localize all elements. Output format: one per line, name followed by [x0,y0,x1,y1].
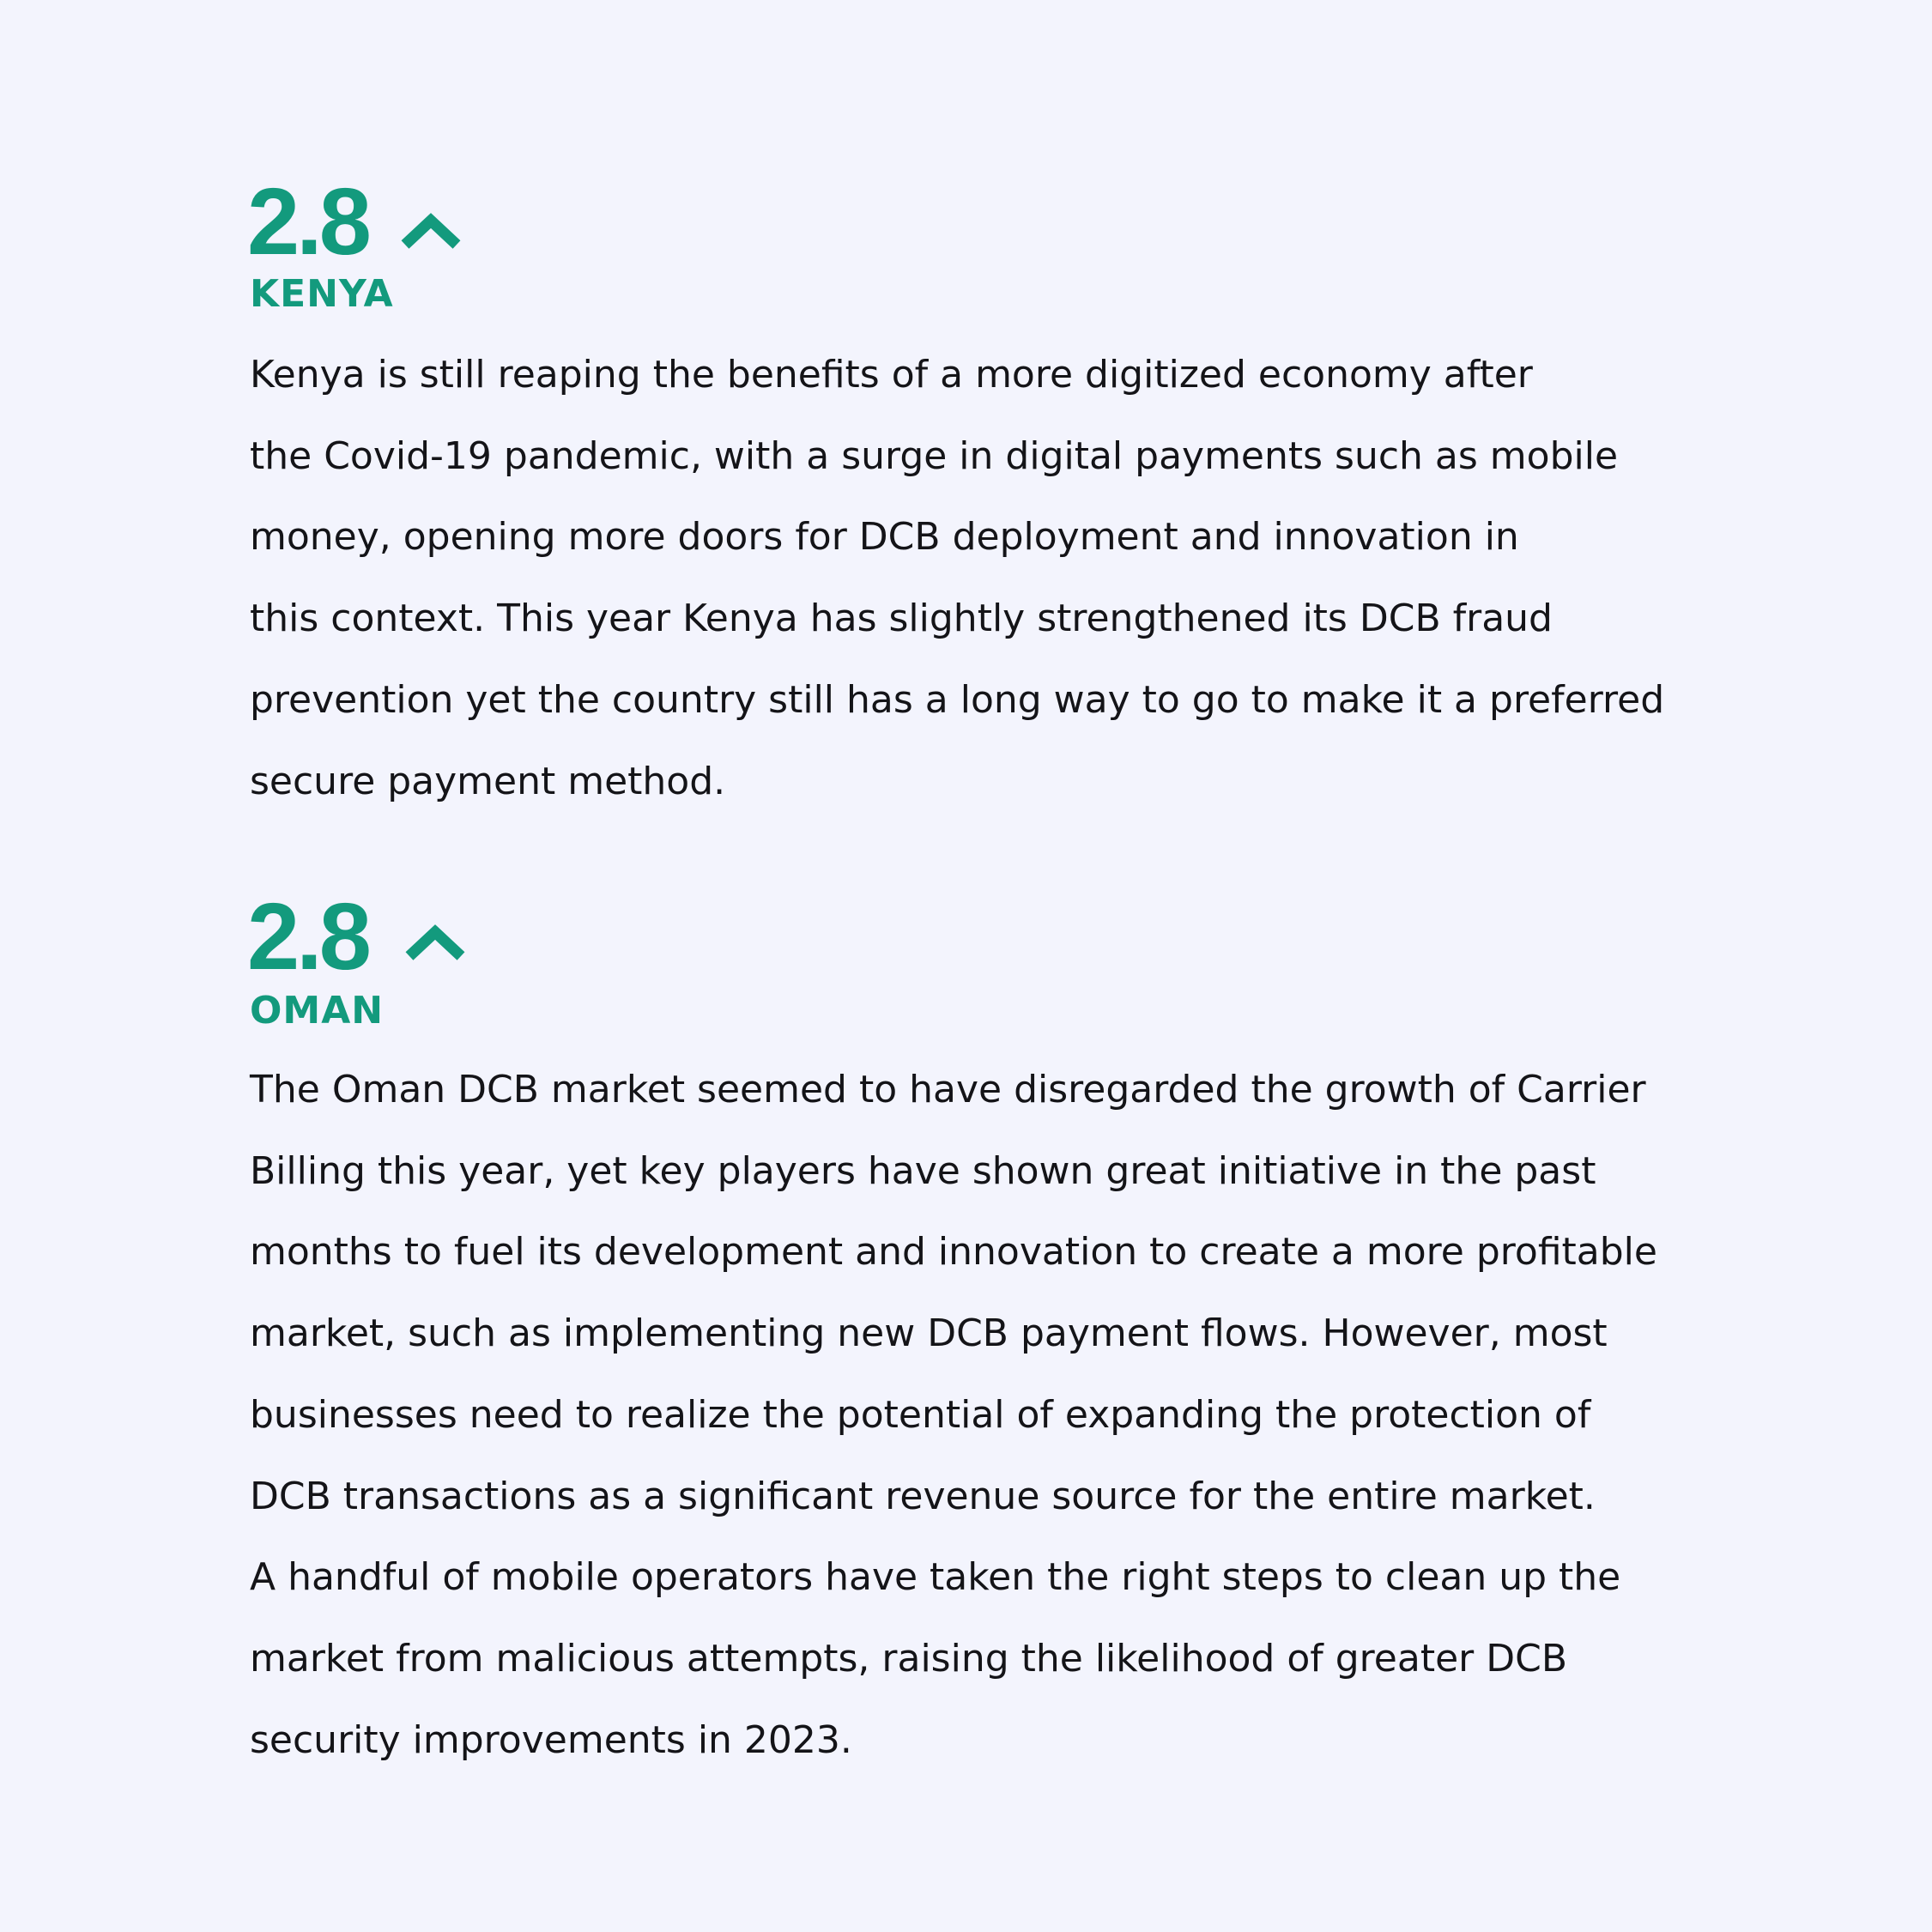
body-line: money, opening more doors for DCB deployment and innovation in [250,515,1519,560]
body-line: DCB transactions as a significant revenue source for the entire market. [250,1474,1596,1518]
chevron-up-icon [404,922,466,963]
score-value: 2.8 [247,884,368,990]
country-section-oman [247,884,1709,1762]
country-label: OMAN [250,989,385,1033]
score-row [247,169,1709,275]
body-line: Billing this year, yet key players have shown great initiative in the past [250,1148,1596,1193]
body-line: prevention yet the country still has a long way to go to make it a preferred [250,677,1665,722]
body-line: months to fuel its development and innovation to create a more profitable [250,1230,1657,1275]
section-body [250,1050,1657,1781]
body-line: Kenya is still reaping the benefits of a more digitized economy after [250,353,1533,397]
body-line: businesses need to realize the potential of expanding the protection of [250,1392,1591,1437]
body-line: The Oman DCB market seemed to have disregarded the growth of Carrier [250,1068,1646,1111]
country-label: KENYA [250,272,394,316]
body-line: secure payment method. [250,759,726,803]
chevron-up-icon [400,210,462,251]
score-value: 2.8 [247,169,368,275]
body-line: the Covid-19 pandemic, with a surge in digital payments such as mobile [250,433,1619,478]
body-line: A handful of mobile operators have taken the right steps to clean up the [250,1555,1621,1600]
body-line: this context. This year Kenya has slightly strengthened its DCB fraud [250,597,1553,641]
body-line: security improvements in 2023. [250,1717,852,1762]
body-line: market, such as implementing new DCB payment flows. However, most [250,1311,1608,1356]
body-line: market from malicious attempts, raising the likelihood of greater DCB [250,1636,1568,1681]
section-body [250,335,1664,822]
country-section-kenya [247,169,1709,803]
score-row [247,884,1709,990]
